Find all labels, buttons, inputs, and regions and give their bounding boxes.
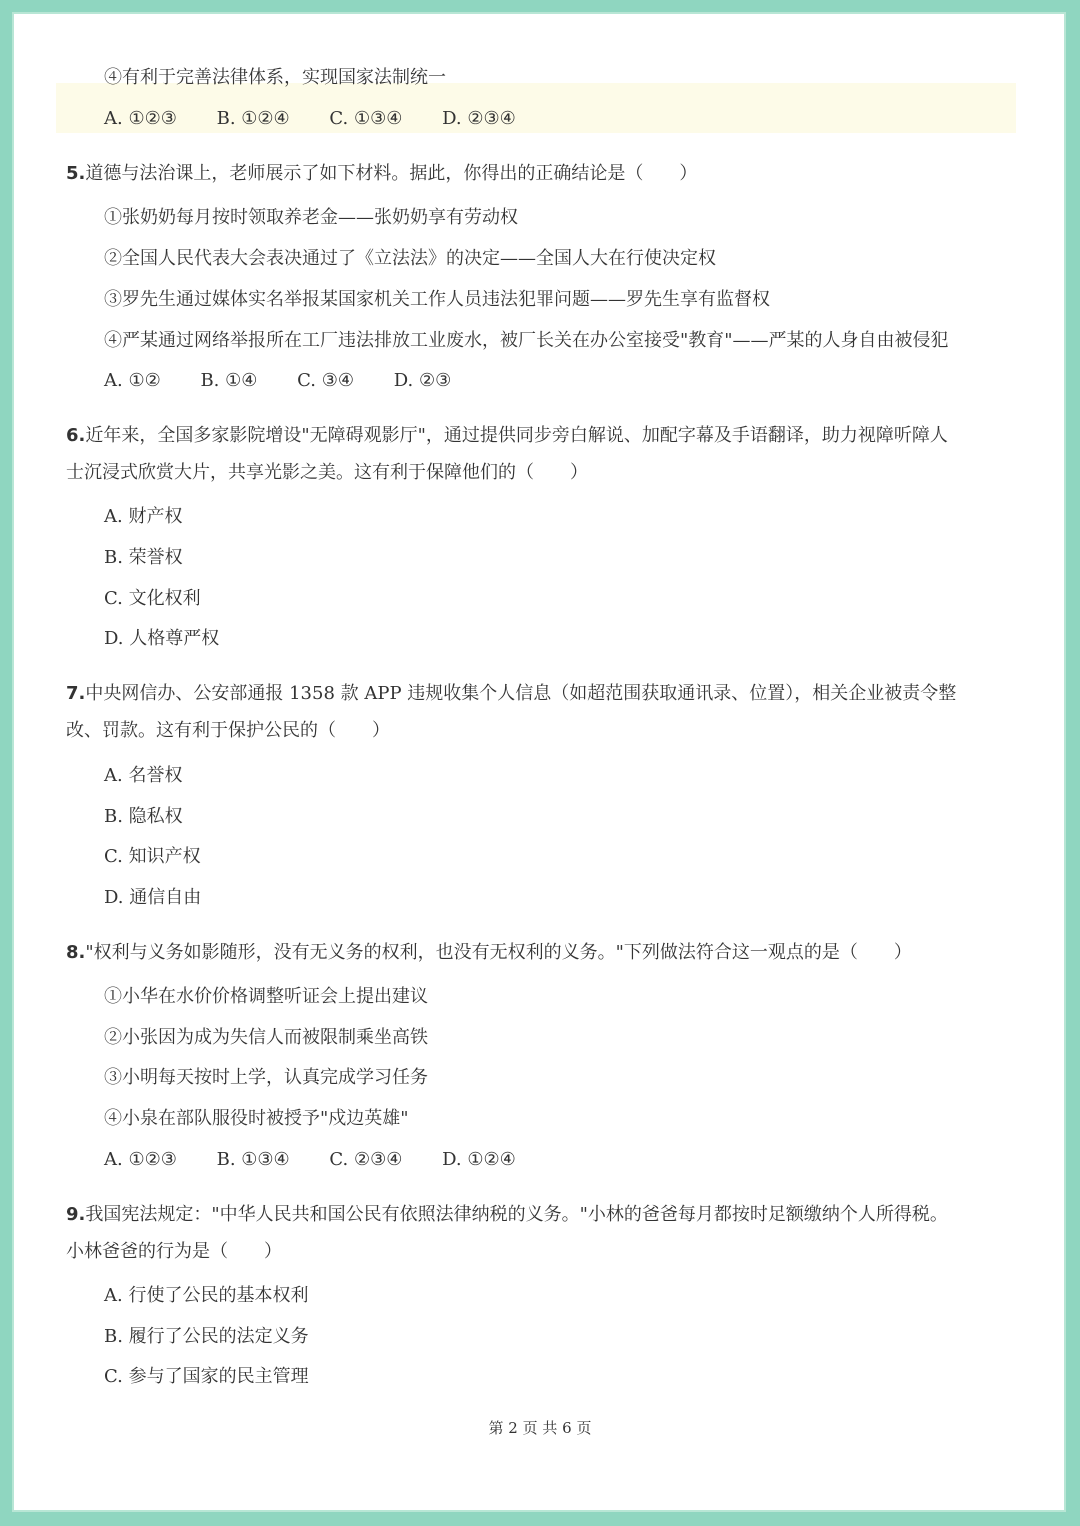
q5-option-b: B. ①④ bbox=[200, 370, 258, 391]
q4-options bbox=[104, 107, 550, 131]
q8-statement-4: ④小泉在部队服役时被授予"戍边英雄" bbox=[104, 1108, 409, 1129]
q8-option-d: D. ①②④ bbox=[442, 1149, 516, 1170]
q5-statement-1: ①张奶奶每月按时领取养老金——张奶奶享有劳动权 bbox=[104, 207, 518, 228]
q9-stem-1: 我国宪法规定："中华人民共和国公民有依照法律纳税的义务。"小林的爸爸每月都按时足额缴纳个人所得税。 bbox=[85, 1204, 948, 1225]
q8-option-c: C. ②③④ bbox=[329, 1149, 403, 1170]
q7-stem-1: 中央网信办、公安部通报 1358 款 APP 违规收集个人信息（如超范围获取通讯录、位置），相关企业被责令整 bbox=[85, 683, 957, 704]
q7-option-c: C. 知识产权 bbox=[104, 846, 201, 867]
q5-statement-2: ②全国人民代表大会表决通过了《立法法》的决定——全国人大在行使决定权 bbox=[104, 248, 716, 269]
q6-stem-2: 士沉浸式欣赏大片，共享光影之美。这有利于保障他们的（ ） bbox=[66, 462, 588, 483]
q8-statement-3: ③小明每天按时上学，认真完成学习任务 bbox=[104, 1067, 428, 1088]
q6-option-b: B. 荣誉权 bbox=[104, 547, 183, 568]
q4-option-a: A. ①②③ bbox=[104, 108, 177, 129]
q4-option-c: C. ①③④ bbox=[329, 108, 403, 129]
q8-option-a: A. ①②③ bbox=[104, 1149, 177, 1170]
q5-option-d: D. ②③ bbox=[393, 370, 452, 391]
q4-statement-4: ④有利于完善法律体系，实现国家法制统一 bbox=[104, 67, 446, 88]
q4-option-d: D. ②③④ bbox=[442, 108, 516, 129]
q8-stem-line bbox=[66, 941, 912, 965]
q5-option-a: A. ①② bbox=[104, 370, 161, 391]
q8-statement-2: ②小张因为成为失信人而被限制乘坐高铁 bbox=[104, 1027, 428, 1048]
q7-number: 7. bbox=[66, 683, 86, 704]
q5-stem: 道德与法治课上，老师展示了如下材料。据此，你得出的正确结论是（ ） bbox=[85, 163, 698, 184]
q5-option-c: C. ③④ bbox=[297, 370, 354, 391]
q5-options bbox=[104, 369, 485, 393]
q8-number: 8. bbox=[66, 942, 86, 963]
q7-option-a: A. 名誉权 bbox=[104, 765, 183, 786]
q7-stem-line-1 bbox=[66, 682, 956, 706]
q6-option-c: C. 文化权利 bbox=[104, 588, 201, 609]
q9-stem-line-1 bbox=[66, 1203, 948, 1227]
q4-option-b: B. ①②④ bbox=[216, 108, 290, 129]
q6-stem-line-1 bbox=[66, 424, 948, 448]
q8-option-b: B. ①③④ bbox=[216, 1149, 290, 1170]
q7-option-b: B. 隐私权 bbox=[104, 806, 183, 827]
q8-statement-1: ①小华在水价价格调整听证会上提出建议 bbox=[104, 986, 428, 1007]
q8-options bbox=[104, 1148, 550, 1172]
q9-number: 9. bbox=[66, 1204, 86, 1225]
q7-stem-2: 改、罚款。这有利于保护公民的（ ） bbox=[66, 720, 390, 741]
q6-number: 6. bbox=[66, 425, 86, 446]
q6-option-a: A. 财产权 bbox=[104, 506, 183, 527]
q9-option-b: B. 履行了公民的法定义务 bbox=[104, 1326, 309, 1347]
q6-stem-1: 近年来，全国多家影院增设"无障碍观影厅"，通过提供同步旁白解说、加配字幕及手语翻译，助力视障听障人 bbox=[85, 425, 948, 446]
q7-option-d: D. 通信自由 bbox=[104, 887, 202, 908]
q5-stem-line bbox=[66, 162, 697, 186]
q9-option-a: A. 行使了公民的基本权利 bbox=[104, 1285, 309, 1306]
q9-stem-2: 小林爸爸的行为是（ ） bbox=[66, 1241, 282, 1262]
q5-number: 5. bbox=[66, 163, 86, 184]
page-footer: 第 2 页 共 6 页 bbox=[488, 1419, 592, 1437]
q5-statement-3: ③罗先生通过媒体实名举报某国家机关工作人员违法犯罪问题——罗先生享有监督权 bbox=[104, 289, 770, 310]
q9-option-c: C. 参与了国家的民主管理 bbox=[104, 1366, 309, 1387]
q6-option-d: D. 人格尊严权 bbox=[104, 628, 220, 649]
q8-stem: "权利与义务如影随形，没有无义务的权利，也没有无权利的义务。"下列做法符合这一观点的是（ ） bbox=[85, 942, 912, 963]
q5-statement-4: ④严某通过网络举报所在工厂违法排放工业废水，被厂长关在办公室接受"教育"——严某的人身自由被侵犯 bbox=[104, 330, 949, 351]
